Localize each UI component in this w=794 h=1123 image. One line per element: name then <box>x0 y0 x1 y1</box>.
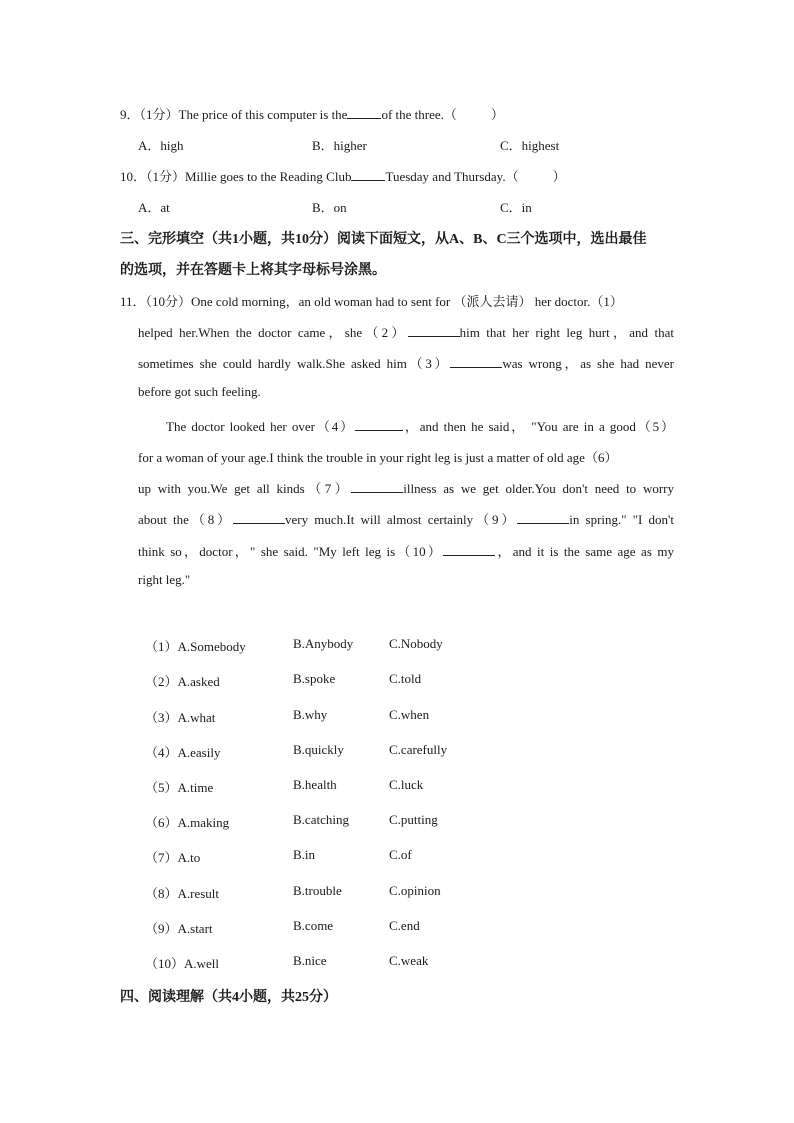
choice-1-b: B.Anybody <box>293 636 354 651</box>
choice-9-a: （9）A.start <box>145 921 213 936</box>
choice-10-b: B.nice <box>293 953 327 968</box>
passage-text: ，and it is the same age as my <box>495 544 674 559</box>
choice-6-b: B.catching <box>293 812 349 827</box>
q11-line-7 <box>138 478 674 497</box>
choice-8-a: （8）A.result <box>145 886 220 901</box>
passage-text: think so，doctor，" she said. "My left leg is（10） <box>138 544 444 559</box>
question-9-stem-tail: of the three.（ <box>381 107 457 122</box>
choice-8-b: B.trouble <box>293 883 342 898</box>
question-9 <box>120 104 504 123</box>
choice-6-c: C.putting <box>389 812 438 827</box>
q10-option-a: A．at <box>138 200 170 215</box>
question-9-stem: 9．（1分）The price of this computer is the <box>120 107 348 122</box>
choice-3-c: C.when <box>389 707 430 722</box>
section-3-heading-cont: 的选项，并在答题卡上将其字母标号涂黑。 <box>120 263 386 278</box>
choice-10-a: （10）A.well <box>145 956 220 971</box>
choice-3-b: B.why <box>293 707 328 722</box>
answer-blank <box>347 108 381 119</box>
choice-8-c: C.opinion <box>389 883 441 898</box>
answer-blank <box>408 326 460 337</box>
choice-5-a: （5）A.time <box>145 780 214 795</box>
passage-text: him that her right leg hurt，and that <box>459 325 674 340</box>
answer-paren-close: ） <box>552 169 566 184</box>
question-10-stem-tail: Tuesday and Thursday.（ <box>385 169 519 184</box>
q11-line-10: right leg." <box>138 572 191 587</box>
choice-10-c: C.weak <box>389 953 429 968</box>
choice-3-a: （3）A.what <box>145 710 216 725</box>
answer-blank <box>443 545 495 556</box>
section-4-heading: 四、阅读理解（共4小题，共25分） <box>120 990 337 1005</box>
choice-9-c: C.end <box>389 918 420 933</box>
choice-7-b: B.in <box>293 847 316 862</box>
q11-line-3 <box>138 353 674 372</box>
answer-blank <box>355 420 403 431</box>
q11-line-9 <box>138 541 674 560</box>
q11-line-5 <box>166 416 674 435</box>
choice-4-c: C.carefully <box>389 742 448 757</box>
passage-text: The doctor looked her over（4） <box>166 419 355 434</box>
choice-7-a: （7）A.to <box>145 850 201 865</box>
passage-text: up with you.We get all kinds（7） <box>138 481 352 496</box>
passage-text: sometimes she could hardly walk.She asked him（3） <box>138 356 451 371</box>
passage-text: about the（8） <box>138 512 234 527</box>
choice-2-b: B.spoke <box>293 671 336 686</box>
choice-5-c: C.luck <box>389 777 424 792</box>
q11-line-2 <box>138 322 674 341</box>
answer-blank <box>351 170 385 181</box>
choice-6-a: （6）A.making <box>145 815 230 830</box>
passage-text: helped her.When the doctor came，she（2） <box>138 325 408 340</box>
choice-7-c: C.of <box>389 847 412 862</box>
answer-blank <box>233 513 285 524</box>
q11-line-8 <box>138 509 674 528</box>
q10-option-c: C．in <box>500 200 532 215</box>
q11-line-6: for a woman of your age.I think the trouble in your right leg is just a matter of old age（6） <box>138 450 618 465</box>
answer-blank <box>351 482 403 493</box>
answer-blank <box>450 357 502 368</box>
choice-1-a: （1）A.Somebody <box>145 639 246 654</box>
answer-paren-close: ） <box>490 107 504 122</box>
choice-2-c: C.told <box>389 671 422 686</box>
passage-text: ，and then he said， "You are in a good（5） <box>402 419 674 434</box>
passage-text: illness as we get older.You don't need to worry <box>403 481 674 496</box>
q9-option-a: A．high <box>138 138 184 153</box>
passage-text: very much.It will almost certainly（9） <box>285 512 518 527</box>
answer-blank <box>517 513 569 524</box>
q9-option-b: B．higher <box>312 138 367 153</box>
choice-1-c: C.Nobody <box>389 636 443 651</box>
choice-9-b: B.come <box>293 918 334 933</box>
choice-4-b: B.quickly <box>293 742 344 757</box>
q9-option-c: C．highest <box>500 138 560 153</box>
choice-4-a: （4）A.easily <box>145 745 221 760</box>
q10-option-b: B．on <box>312 200 347 215</box>
question-10-stem: 10．（1分）Millie goes to the Reading Club <box>120 169 352 184</box>
q11-line-4: before got such feeling. <box>138 384 261 399</box>
q11-line-1: 11．（10分）One cold morning，an old woman had to sent for （派人去请） her doctor.（1） <box>120 294 623 309</box>
choice-2-a: （2）A.asked <box>145 674 220 689</box>
passage-text: in spring." "I don't <box>569 512 674 527</box>
section-3-heading: 三、完形填空（共1小题，共10分）阅读下面短文，从A、B、C三个选项中，选出最佳 <box>120 232 647 247</box>
choice-5-b: B.health <box>293 777 337 792</box>
question-10 <box>120 166 566 185</box>
passage-text: was wrong，as she had never <box>502 356 675 371</box>
